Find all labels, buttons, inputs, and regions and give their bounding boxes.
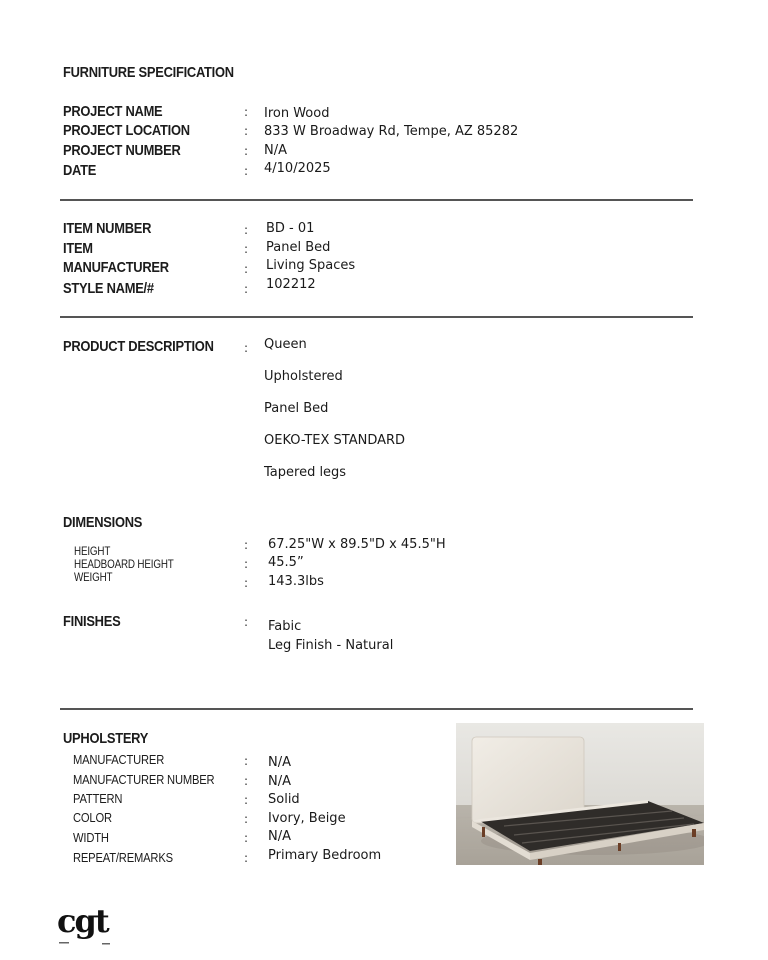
project-number-value: N/A <box>264 143 287 158</box>
finish-line: Leg Finish - Natural <box>268 638 394 653</box>
colon: : <box>244 164 249 178</box>
upholstery-manufacturer-value: N/A <box>268 755 291 770</box>
upholstery-manufacturer-label: MANUFACTURER <box>73 752 165 767</box>
description-line: Panel Bed <box>264 401 329 416</box>
headboard-height-label: HEADBOARD HEIGHT <box>74 557 174 571</box>
page-title: FURNITURE SPECIFICATION <box>63 64 234 81</box>
colon: : <box>244 105 249 119</box>
color-label: COLOR <box>73 810 112 825</box>
project-location-label: PROJECT LOCATION <box>63 122 190 139</box>
divider <box>60 316 693 318</box>
colon: : <box>244 262 249 276</box>
colon: : <box>244 144 249 158</box>
manufacturer-number-label: MANUFACTURER NUMBER <box>73 772 215 787</box>
colon: : <box>244 831 249 845</box>
item-label: ITEM <box>63 240 93 257</box>
color-value: Ivory, Beige <box>268 811 346 826</box>
logo-text: cgt <box>57 902 108 940</box>
manufacturer-label: MANUFACTURER <box>63 259 169 276</box>
description-line: Tapered legs <box>264 465 347 480</box>
project-location-value: 833 W Broadway Rd, Tempe, AZ 85282 <box>264 124 519 139</box>
width-value: N/A <box>268 829 291 844</box>
colon: : <box>244 557 249 571</box>
product-photo <box>456 723 704 865</box>
project-number-label: PROJECT NUMBER <box>63 142 181 159</box>
manufacturer-number-value: N/A <box>268 774 291 789</box>
pattern-label: PATTERN <box>73 791 123 806</box>
finish-line: Fabic <box>268 619 302 634</box>
style-name-label: STYLE NAME/# <box>63 280 154 297</box>
project-name-label: PROJECT NAME <box>63 103 163 120</box>
date-value: 4/10/2025 <box>264 161 331 176</box>
description-line: Queen <box>264 337 307 352</box>
colon: : <box>244 538 249 552</box>
dimensions-label: DIMENSIONS <box>63 514 143 531</box>
colon: : <box>244 774 249 788</box>
finishes-label: FINISHES <box>63 613 121 630</box>
item-number-value: BD - 01 <box>266 221 315 236</box>
colon: : <box>244 576 249 590</box>
colon: : <box>244 242 249 256</box>
colon: : <box>244 223 249 237</box>
colon: : <box>244 754 249 768</box>
manufacturer-value: Living Spaces <box>266 258 356 273</box>
description-line: Upholstered <box>264 369 343 384</box>
description-line: OEKO-TEX STANDARD <box>264 433 406 448</box>
item-number-label: ITEM NUMBER <box>63 220 152 237</box>
weight-value: 143.3lbs <box>268 574 324 589</box>
brand-logo <box>56 898 116 950</box>
repeat-remarks-value: Primary Bedroom <box>268 848 382 863</box>
width-label: WIDTH <box>73 830 109 845</box>
colon: : <box>244 851 249 865</box>
headboard-height-value: 45.5” <box>268 555 304 570</box>
height-value: 67.25"W x 89.5"D x 45.5"H <box>268 537 446 552</box>
colon: : <box>244 615 249 629</box>
item-value: Panel Bed <box>266 240 331 255</box>
pattern-value: Solid <box>268 792 300 807</box>
product-description-label: PRODUCT DESCRIPTION <box>63 338 214 355</box>
logo-mark <box>56 898 116 950</box>
project-name-value: Iron Wood <box>264 106 330 121</box>
height-label: HEIGHT <box>74 544 111 558</box>
upholstery-label: UPHOLSTERY <box>63 730 149 747</box>
divider <box>60 199 693 201</box>
colon: : <box>244 793 249 807</box>
colon: : <box>244 282 249 296</box>
repeat-remarks-label: REPEAT/REMARKS <box>73 850 173 865</box>
divider <box>60 708 693 710</box>
colon: : <box>244 341 249 355</box>
weight-label: WEIGHT <box>74 570 113 584</box>
colon: : <box>244 812 249 826</box>
colon: : <box>244 124 249 138</box>
date-label: DATE <box>63 162 97 179</box>
style-name-value: 102212 <box>266 277 316 292</box>
